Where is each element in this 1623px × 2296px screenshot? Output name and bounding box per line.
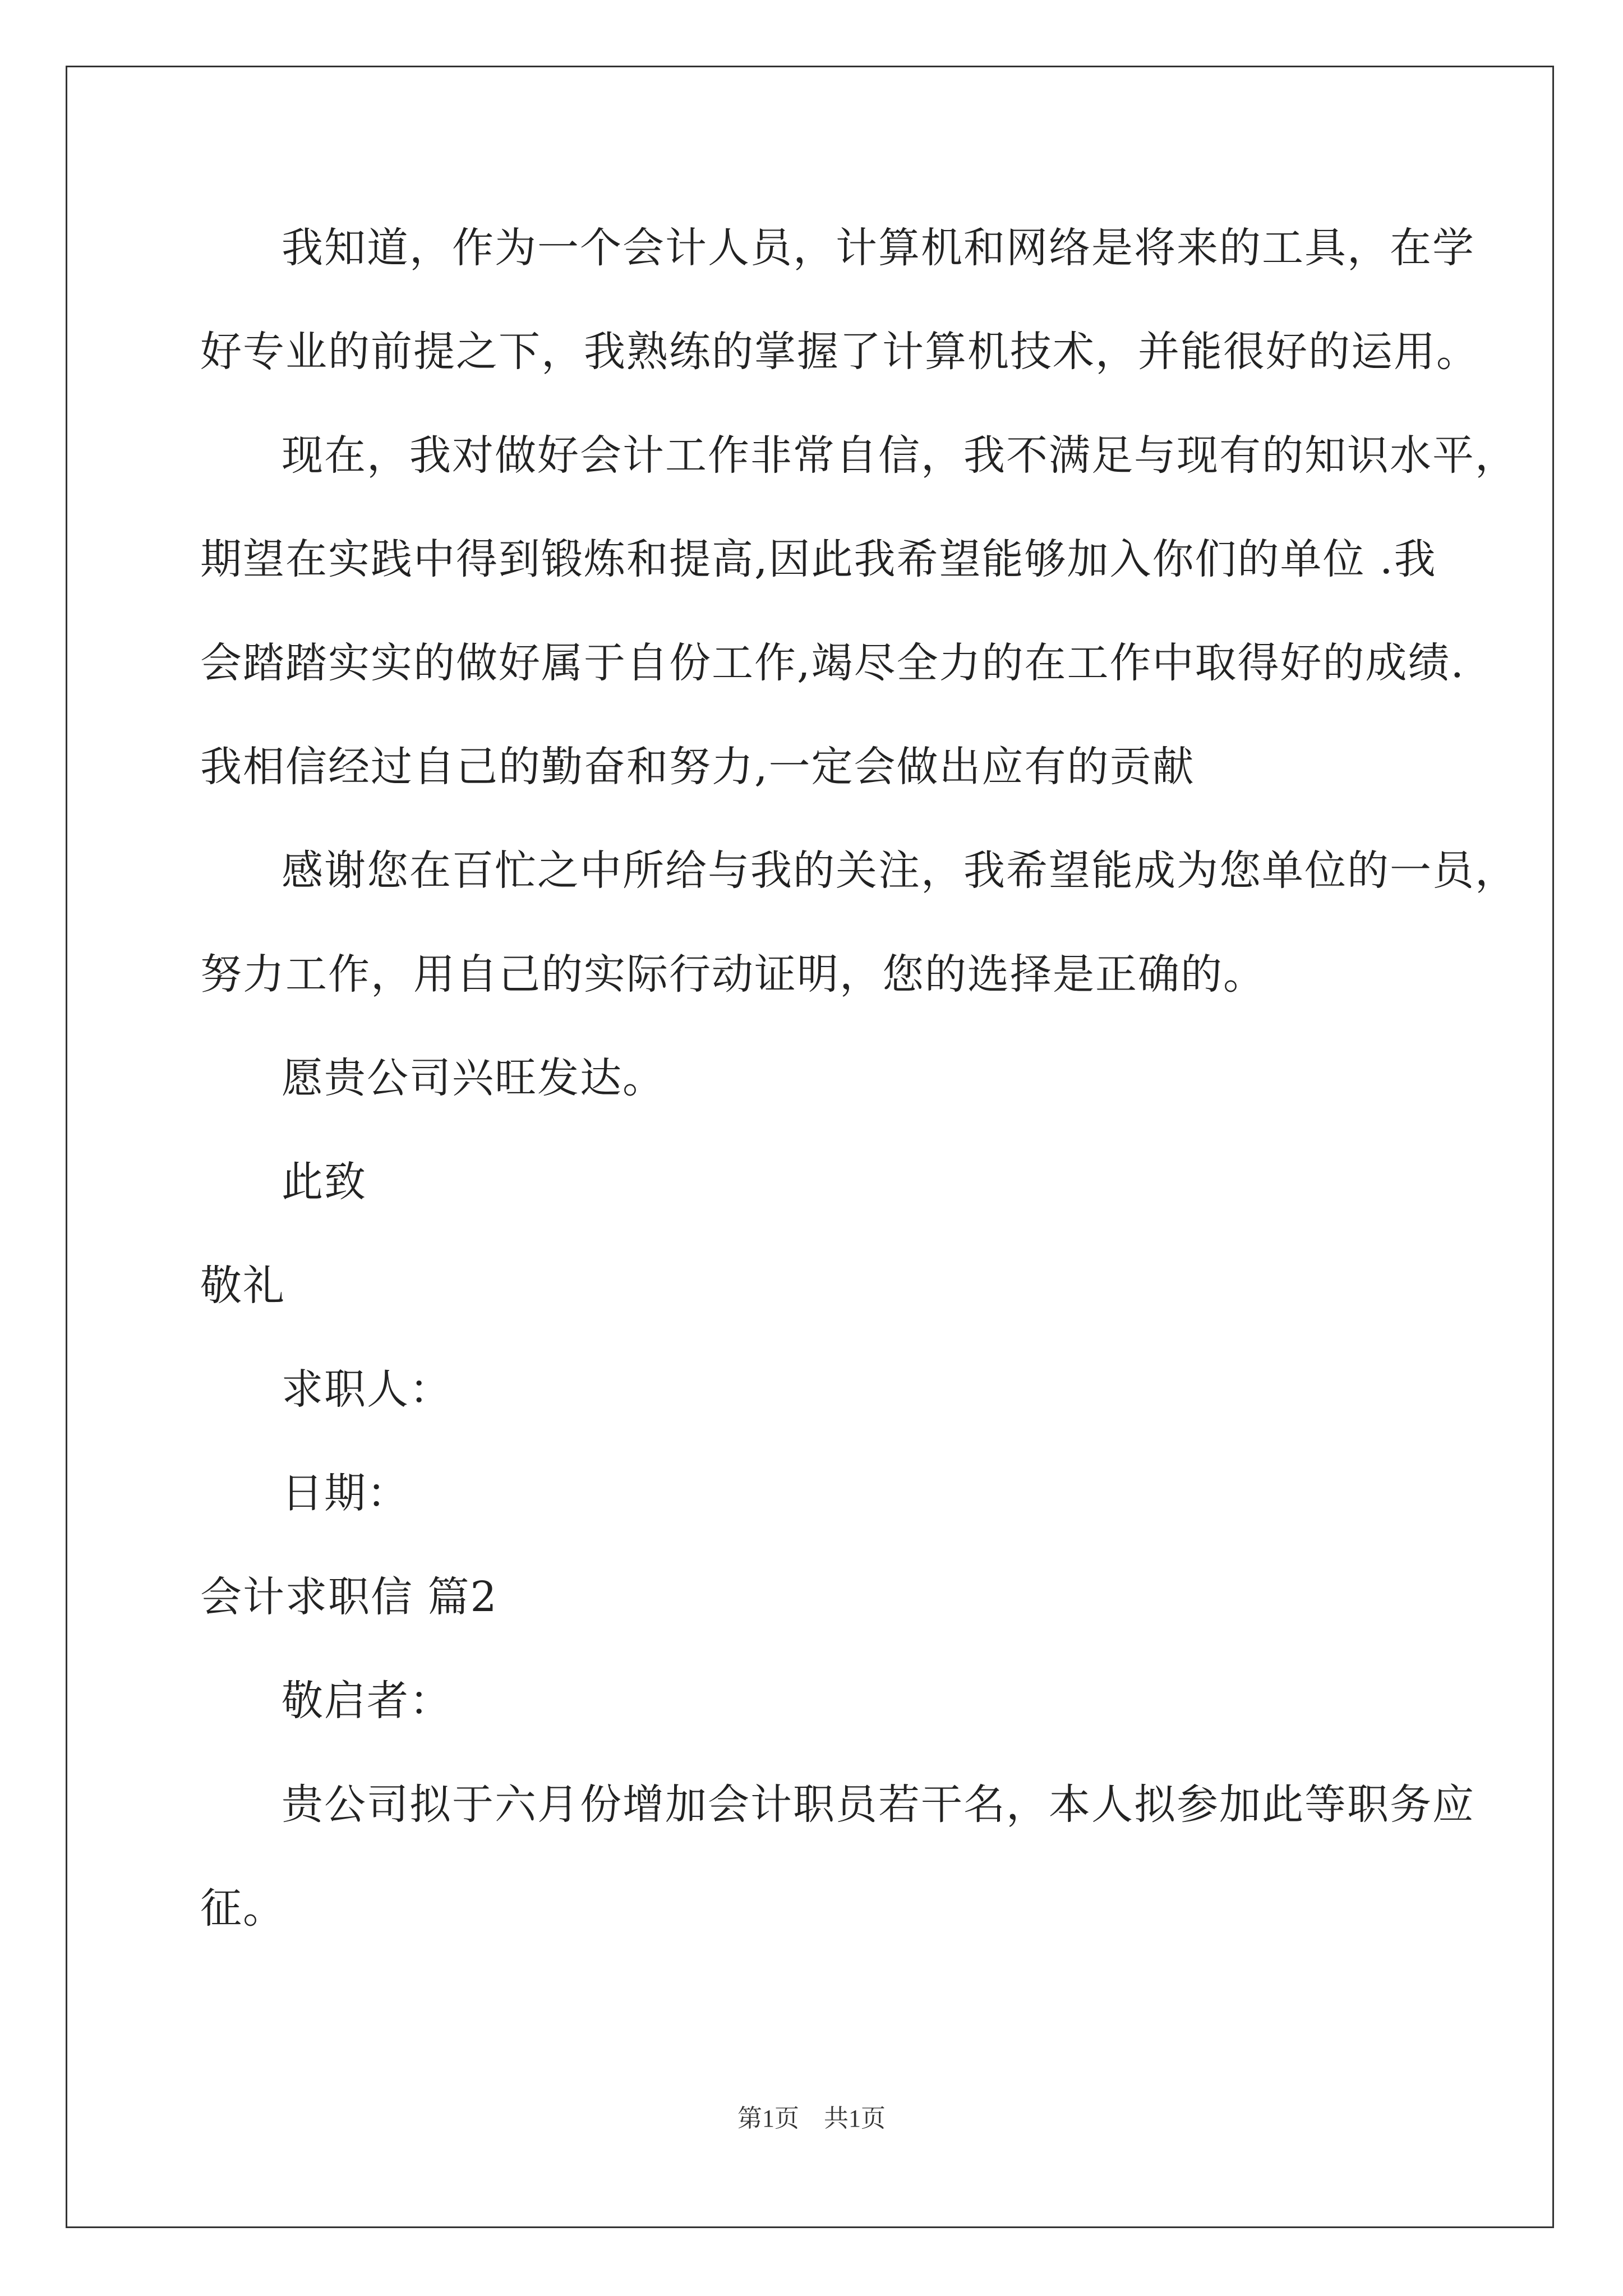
paragraph-line: 努力工作，用自己的实际行动证明，您的选择是正确的。 xyxy=(200,950,1266,999)
paragraph-line: 征。 xyxy=(200,1884,285,1932)
greeting: 敬启者： xyxy=(282,1677,452,1725)
paragraph-line: 我知道，作为一个会计人员，计算机和网络是将来的工具，在学 xyxy=(282,224,1475,272)
paragraph-line: 我相信经过自己的勤奋和努力,一定会做出应有的贡献 xyxy=(200,743,1195,791)
page-footer: 第1页 共1页 xyxy=(737,2105,886,2132)
paragraph-line: 愿贵公司兴旺发达。 xyxy=(282,1054,665,1102)
paragraph-line: 会踏踏实实的做好属于自份工作,竭尽全力的在工作中取得好的成绩. xyxy=(200,639,1465,687)
closing-phrase: 此致 xyxy=(282,1158,367,1206)
date-label: 日期： xyxy=(282,1469,409,1517)
applicant-label: 求职人： xyxy=(282,1365,452,1414)
paragraph-line: 现在，我对做好会计工作非常自信，我不满足与现有的知识水平， xyxy=(282,431,1518,480)
closing-salutation: 敬礼 xyxy=(200,1262,285,1310)
paragraph-line: 感谢您在百忙之中所给与我的关注，我希望能成为您单位的一员， xyxy=(282,846,1518,895)
section-heading: 会计求职信 篇2 xyxy=(200,1573,498,1621)
paragraph-line: 好专业的前提之下，我熟练的掌握了计算机技术，并能很好的运用。 xyxy=(200,328,1479,376)
paragraph-line: 贵公司拟于六月份增加会计职员若干名，本人拟参加此等职务应 xyxy=(282,1780,1475,1829)
page-border xyxy=(66,66,1554,2228)
paragraph-line: 期望在实践中得到锻炼和提高,因此我希望能够加入你们的单位 .我 xyxy=(200,535,1437,583)
